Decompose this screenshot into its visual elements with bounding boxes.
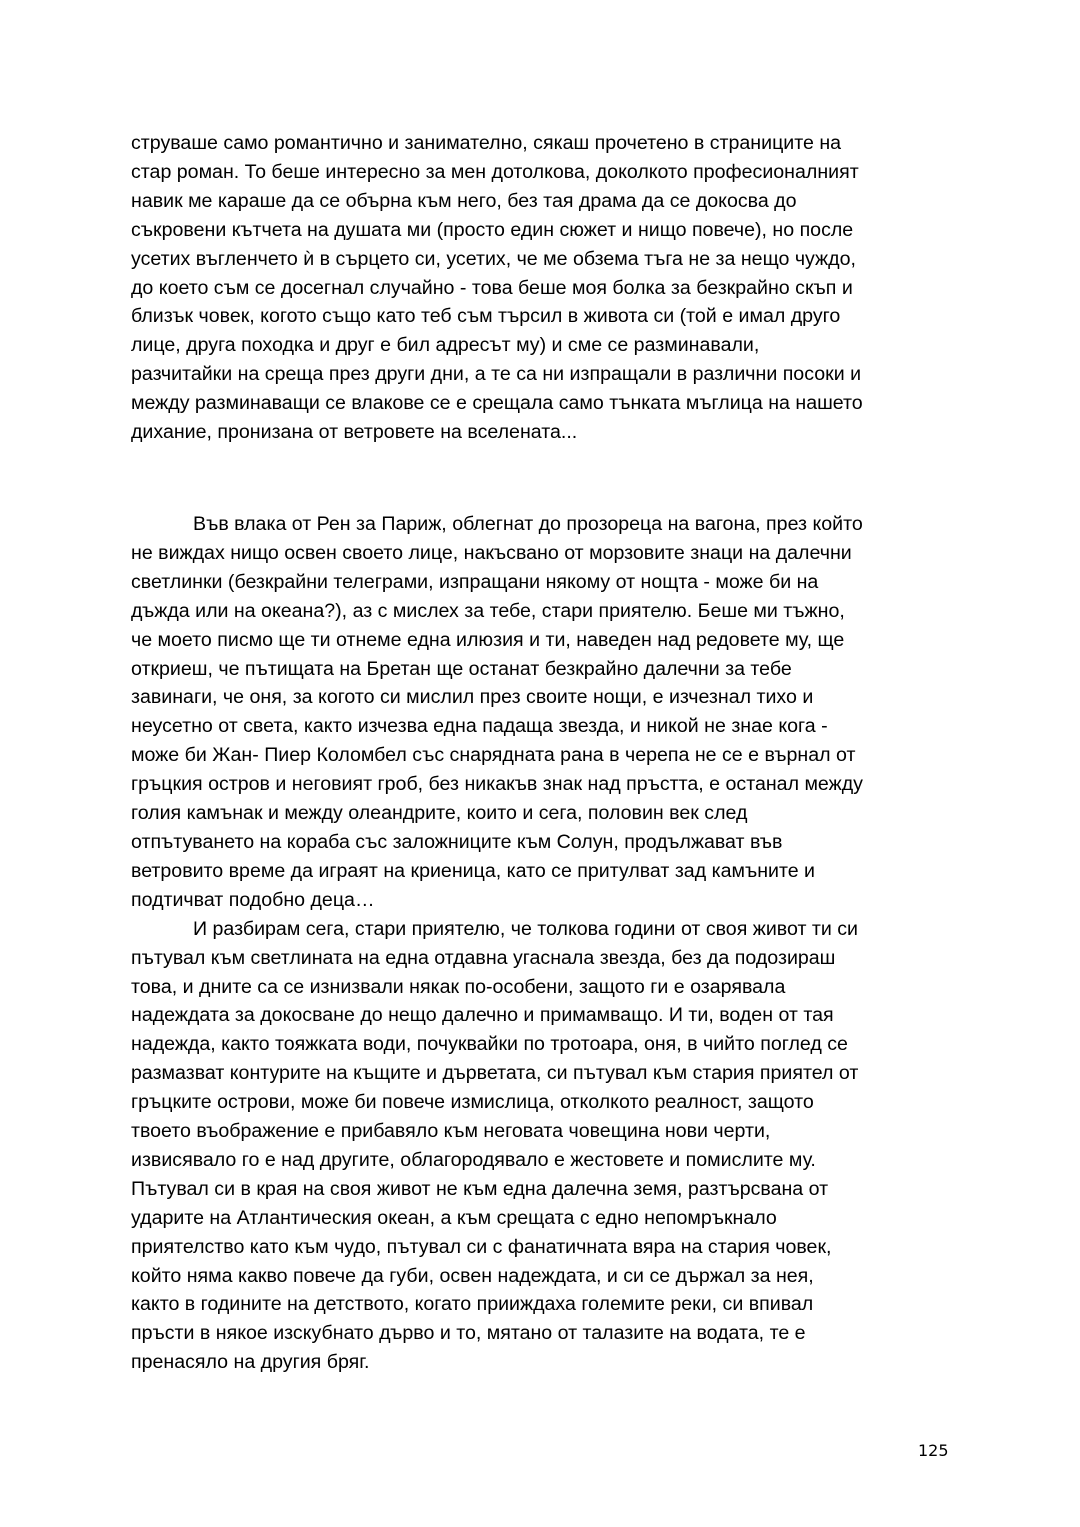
text-line: неусетно от света, както изчезва една падаща звезда, и никой не знае кога -	[131, 715, 828, 738]
text-line: И разбирам сега, стари приятелю, че толкова години от своя живот ти си	[193, 917, 858, 940]
text-line: близък човек, когото също като теб съм търсил в живота си (той е имал друго	[131, 305, 841, 328]
text-line: стар роман. То беше интересно за мен дотолкова, доколкото професионалният	[131, 160, 859, 183]
text-line: това, и дните са се изнизвали някак по-особени, защото ги е озарявала	[131, 975, 786, 998]
text-line: гръцкия остров и неговият гроб, без никакъв знак над пръстта, е останал между	[131, 773, 863, 796]
text-line: разчитайки на среща през други дни, а те са ни изпращали в различни посоки и	[131, 363, 862, 386]
text-line: ударите на Атлантическия океан, а към срещата с едно непомръкнало	[131, 1206, 777, 1229]
text-line: откриеш, че пътищата на Бретан ще останат безкрайно далечни за тебе	[131, 657, 792, 680]
text-line: приятелство като към чудо, пътувал си с фанатичната вяра на стария човек,	[131, 1235, 832, 1258]
text-line: струваше само романтично и занимателно, сякаш прочетено в страниците на	[131, 132, 842, 154]
text-line: надеждата за докосване до нещо далечно и примамващо. И ти, воден от тая	[131, 1004, 834, 1027]
text-line: завинаги, че оня, за когото си мислил през своите нощи, е изчезнал тихо и	[131, 686, 814, 709]
text-line: между разминаващи се влакове се е срещала само тънката мъглица на нашето	[131, 392, 863, 415]
text-line: лице, друга походка и друг е бил адресът му) и сме се разминавали,	[131, 334, 760, 357]
text-line: дъжда или на океана?), аз с мислех за тебе, стари приятелю. Беше ми тъжно,	[131, 599, 845, 622]
text-line: дихание, пронизана от ветровете на вселената...	[131, 421, 578, 444]
text-line: както в годините на детството, когато прииждаха големите реки, си впивал	[131, 1293, 814, 1316]
text-line: до което съм се досегнал случайно - това беше моя болка за безкрайно скъп и	[131, 276, 853, 299]
text-line: Във влака от Рен за Париж, облегнат до прозореца на вагона, през който	[193, 513, 863, 535]
text-line: навик ме караше да се обърна към него, без тая драма да се докосва до	[131, 189, 797, 212]
text-line: гръцките острови, може би повече измислица, отколкото реалност, защото	[131, 1091, 814, 1114]
text-line: усетих въгленчето ѝ в сърцето си, усетих, че ме обзема тъга не за нещо чуждо,	[131, 247, 856, 270]
text-line: че моето писмо ще ти отнеме една илюзия и ти, наведен над редовете му, ще	[131, 628, 845, 651]
text-line: извисявало го е над другите, облагородявало е жестовете и помислите му.	[131, 1148, 816, 1171]
text-line: голия камънак и между олеандрите, които и сега, половин век след	[131, 802, 748, 825]
text-line: пръсти в някое изскубнато дърво и то, мятано от талазите на водата, те е	[131, 1322, 806, 1345]
page-number: 125	[918, 1441, 949, 1460]
text-line: ветровито време да играят на криеница, като се притулват зад камъните и	[131, 859, 816, 882]
text-line: подтичват подобно деца…	[131, 888, 375, 911]
text-line: твоето въображение е прибавяло към неговата човещина нови черти,	[131, 1120, 771, 1143]
text-line: Пътувал си в края на своя живот не към една далечна земя, разтърсвана от	[131, 1177, 829, 1200]
text-line: отпътуването на кораба със заложниците към Солун, продължават във	[131, 830, 783, 853]
text-line: не виждах нищо освен своето лице, накъсвано от морзовите знаци на далечни	[131, 541, 852, 564]
text-line: надежда, както тояжката води, почуквайки по тротоара, оня, в чийто поглед се	[131, 1033, 848, 1056]
text-line: пренасяло на другия бряг.	[131, 1351, 370, 1374]
paragraph-1	[131, 129, 951, 447]
text-line: светлинки (безкрайни телеграми, изпращани някому от нощта - може би на	[131, 570, 819, 593]
text-line: може би Жан- Пиер Коломбел със снарядната рана в черепа не се е върнал от	[131, 744, 856, 767]
text-line: размазват контурите на къщите и дърветата, си пътувал към стария приятел от	[131, 1062, 859, 1085]
text-line: който няма какво повече да губи, освен надеждата, и си се държал за нея,	[131, 1264, 814, 1287]
paragraphs-2-3	[131, 510, 951, 1377]
text-line: съкровени кътчета на душата ми (просто един сюжет и нищо повече), но после	[131, 218, 854, 241]
text-line: пътувал към светлината на една отдавна угаснала звезда, без да подозираш	[131, 946, 836, 969]
